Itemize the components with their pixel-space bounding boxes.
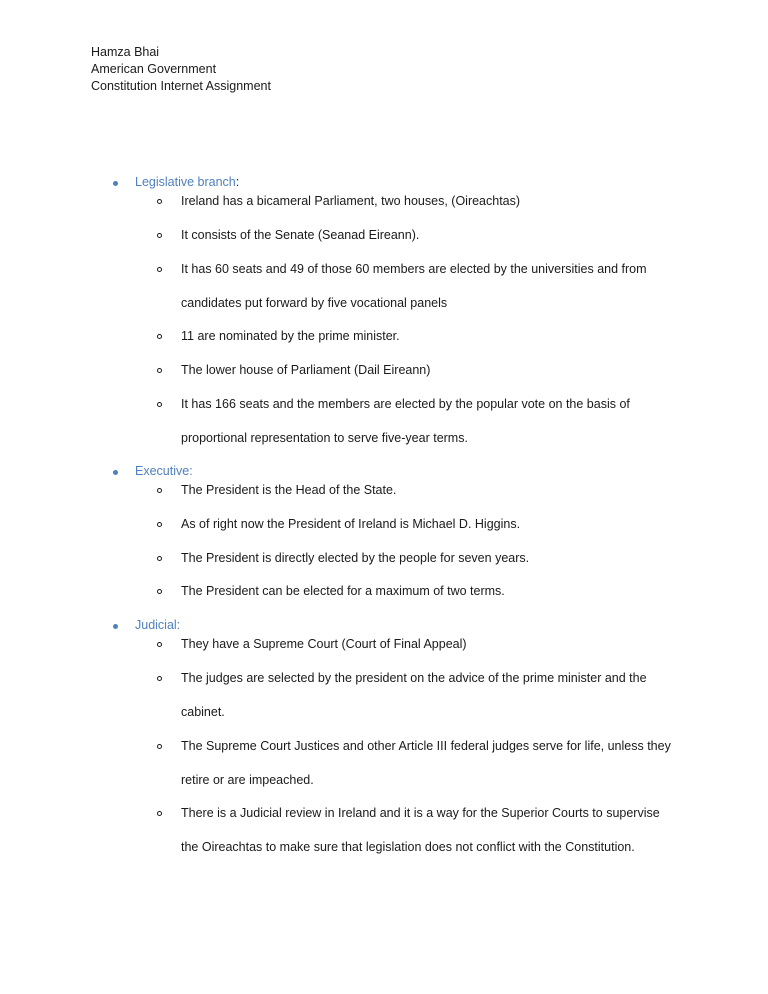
list-item-marker-icon [157,368,162,373]
list-item-text: The lower house of Parliament (Dail Eireann) [181,363,431,377]
list-item-marker-icon [157,556,162,561]
list-item-marker-icon [157,744,162,749]
assignment-title: Constitution Internet Assignment [91,79,271,93]
list-item-text: cabinet. [181,705,225,719]
list-item-marker-icon [157,488,162,493]
list-item-text: Ireland has a bicameral Parliament, two houses, (Oireachtas) [181,194,521,208]
list-item-text: The President can be elected for a maximum of two terms. [181,584,505,598]
list-item [181,574,681,608]
list-item [181,218,681,252]
list-item-marker-icon [157,233,162,238]
list-item-text: The judges are selected by the president on the advice of the prime minister and the [181,671,647,685]
list-item [181,627,681,661]
list-item-text: candidates put forward by five vocational panels [181,296,448,310]
author-name: Hamza Bhai [91,45,160,59]
list-item [181,387,681,455]
list-item [181,661,681,729]
list-item-text: It has 60 seats and 49 of those 60 members are elected by the universities and from [181,262,647,276]
list-item [181,353,681,387]
list-item-text: proportional representation to serve five-year terms. [181,431,468,445]
list-item-marker-icon [157,642,162,647]
list-item-marker-icon [157,267,162,272]
document-header [91,44,271,95]
list-item-marker-icon [157,589,162,594]
list-item [181,473,681,507]
legislative-bullet-icon [113,181,118,186]
executive-heading: Executive: [135,464,193,478]
list-item-marker-icon [157,811,162,816]
legislative-heading-colon: : [235,175,240,189]
list-item-marker-icon [157,199,162,204]
list-item-text: The Supreme Court Justices and other Article III federal judges serve for life, unless they [181,739,671,753]
list-item-text: As of right now the President of Ireland is Michael D. Higgins. [181,517,521,531]
list-item-text: retire or are impeached. [181,773,314,787]
list-item [181,319,681,353]
list-item [181,541,681,575]
list-item [181,184,681,218]
list-item [181,729,681,797]
list-item [181,252,681,320]
list-item-marker-icon [157,522,162,527]
list-item-text: The President is the Head of the State. [181,483,397,497]
list-item [181,507,681,541]
course-name: American Government [91,62,217,76]
judicial-heading: Judicial: [135,618,181,632]
list-item-text: They have a Supreme Court (Court of Final Appeal) [181,637,467,651]
list-item-text: It consists of the Senate (Seanad Eireann). [181,228,420,242]
executive-bullet-icon [113,470,118,475]
list-item-text: the Oireachtas to make sure that legislation does not conflict with the Constitution. [181,840,635,854]
list-item-text: There is a Judicial review in Ireland and it is a way for the Superior Courts to supervise [181,806,660,820]
list-item-marker-icon [157,402,162,407]
list-item-text: The President is directly elected by the people for seven years. [181,551,530,565]
list-item [181,796,681,864]
list-item-text: It has 166 seats and the members are elected by the popular vote on the basis of [181,397,630,411]
legislative-heading-text: Legislative branch [135,175,236,189]
list-item-marker-icon [157,334,162,339]
judicial-bullet-icon [113,624,118,629]
list-item-marker-icon [157,676,162,681]
list-item-text: 11 are nominated by the prime minister. [181,329,400,343]
